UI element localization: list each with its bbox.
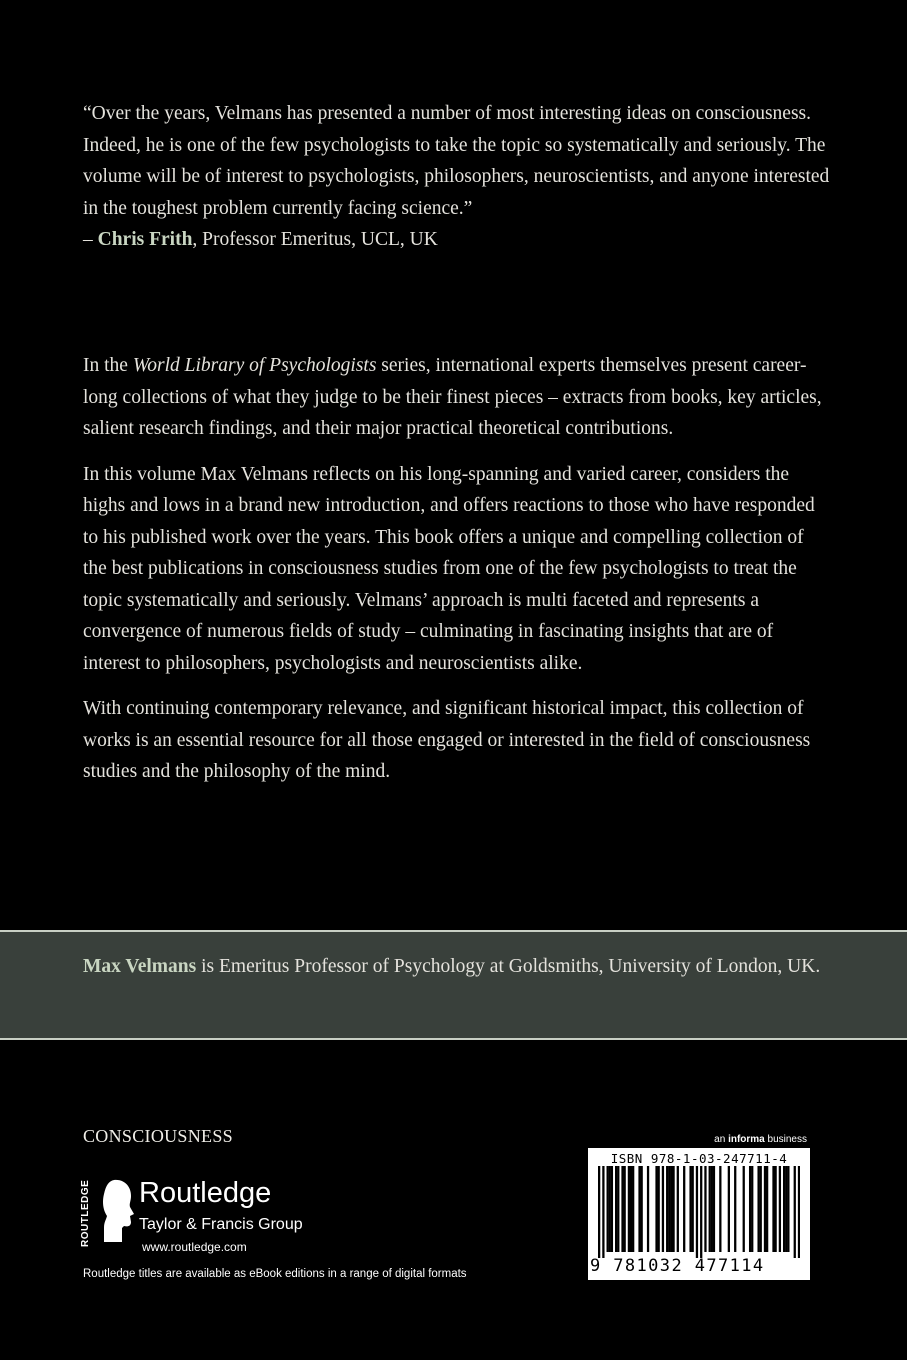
barcode-bar <box>672 1166 674 1252</box>
author-bio <box>83 951 823 983</box>
barcode-bar <box>704 1166 706 1252</box>
p1-after: series, international experts themselves present career-long collections of what they judge to be their finest pieces – extracts from books, key articles, salient research findings, and their major practical theoretical contributions. <box>83 355 822 439</box>
barcode-bar <box>772 1166 774 1252</box>
description-paragraph-2: In this volume Max Velmans reflects on his long-spanning and varied career, considers the highs and lows in a brand new introduction, and offers reactions to those who have responded to his published work over the years. This book offers a unique and compelling collection of the best publications in consciousness studies from one of the few psychologists to treat the topic systematically and seriously. Velmans’ approach is multi faceted and represents a convergence of numerous fields of study – culminating in fascinating insights that are of interest to philosophers, psychologists and neuroscientists alike. <box>83 463 815 674</box>
quote-author-affiliation: , Professor Emeritus, UCL, UK <box>192 229 438 250</box>
barcode-bar <box>798 1166 800 1258</box>
barcode-bar <box>658 1166 660 1252</box>
barcode-bar <box>624 1166 626 1252</box>
routledge-logo <box>74 1172 334 1262</box>
barcode-bar <box>609 1166 611 1252</box>
barcode-bar <box>749 1166 751 1252</box>
informa-tagline <box>680 1134 807 1145</box>
barcode-bar <box>607 1166 609 1252</box>
ean-digits: 9 781032 477114 <box>590 1256 765 1276</box>
barcode-bars <box>598 1166 800 1258</box>
barcode-bar <box>615 1166 617 1252</box>
barcode-bar <box>783 1166 785 1252</box>
author-bio-band <box>0 930 907 1040</box>
barcode-bar <box>638 1166 640 1252</box>
barcode-bar <box>641 1166 643 1252</box>
isbn-barcode <box>588 1148 810 1280</box>
p1-before: In the <box>83 355 133 376</box>
series-title: World Library of Psychologists <box>132 355 377 376</box>
description-paragraph-1 <box>83 350 828 445</box>
barcode-bar <box>683 1166 685 1252</box>
barcode-bar <box>719 1166 721 1252</box>
barcode-bar <box>794 1166 796 1258</box>
informa-suffix: business <box>764 1134 807 1145</box>
logo-vertical-mark: ROUTLEDGE <box>80 1179 91 1247</box>
ebook-note: Routledge titles are available as eBook editions in a range of digital formats <box>83 1268 467 1280</box>
publisher-url: www.routledge.com <box>142 1240 247 1254</box>
barcode-bar <box>621 1166 623 1252</box>
barcode-bar <box>692 1166 694 1252</box>
barcode-bar <box>751 1166 753 1252</box>
informa-brand: informa <box>728 1134 765 1145</box>
barcode-bar <box>787 1166 789 1252</box>
isbn-label: ISBN 978-1-03-247711-4 <box>610 1151 788 1166</box>
book-description <box>83 350 828 802</box>
barcode-bar <box>764 1166 766 1252</box>
publisher-name: Routledge <box>139 1177 272 1209</box>
endorsement-quote <box>83 98 843 256</box>
barcode-bar <box>598 1166 600 1258</box>
subject-category: CONSCIOUSNESS <box>83 1126 233 1146</box>
barcode-bar <box>655 1166 657 1252</box>
barcode-bar <box>728 1166 730 1252</box>
description-paragraph-3: With continuing contemporary relevance, and significant historical impact, this collection of works is an essential resource for all those engaged or interested in the field of consciousness studies and the philosophy of the mind. <box>83 698 811 782</box>
barcode-bar <box>647 1166 649 1252</box>
quote-text: “Over the years, Velmans has presented a number of most interesting ideas on consciousness. Indeed, he is one of the few psychologists to take the topic so systematically and seriously. The volume will be of interest to psychologists, philosophers, neuroscientists, and anyone interested in the toughest problem currently facing science.” <box>83 103 830 219</box>
barcode-bar <box>662 1166 664 1252</box>
barcode-bar <box>774 1166 776 1252</box>
barcode-bar <box>632 1166 634 1252</box>
informa-prefix: an <box>714 1134 729 1145</box>
barcode-bar <box>666 1166 668 1252</box>
barcode-bar <box>696 1166 698 1258</box>
barcode-bar <box>700 1166 702 1258</box>
barcode-bar <box>628 1166 630 1252</box>
barcode-bar <box>602 1166 604 1258</box>
barcode-bar <box>689 1166 691 1252</box>
barcode-bar <box>713 1166 715 1252</box>
quote-dash: – <box>83 229 98 250</box>
barcode-bar <box>779 1166 781 1252</box>
barcode-bar <box>670 1166 672 1252</box>
barcode-bar <box>785 1166 787 1252</box>
quote-author: Chris Frith <box>97 229 193 250</box>
barcode-bar <box>711 1166 713 1252</box>
barcode-bar <box>617 1166 619 1252</box>
head-profile-icon <box>100 1176 136 1246</box>
publisher-group: Taylor & Francis Group <box>139 1216 303 1233</box>
author-name: Max Velmans <box>83 956 197 977</box>
barcode-bar <box>757 1166 759 1252</box>
barcode-bar <box>709 1166 711 1252</box>
barcode-bar <box>734 1166 736 1252</box>
barcode-bar <box>611 1166 613 1252</box>
barcode-bar <box>677 1166 679 1252</box>
author-bio-text: is Emeritus Professor of Psychology at Goldsmiths, University of London, UK. <box>196 956 821 977</box>
barcode-bar <box>760 1166 762 1252</box>
barcode-bar <box>743 1166 745 1252</box>
barcode-bar <box>668 1166 670 1252</box>
barcode-bar <box>630 1166 632 1252</box>
barcode-bar <box>766 1166 768 1252</box>
